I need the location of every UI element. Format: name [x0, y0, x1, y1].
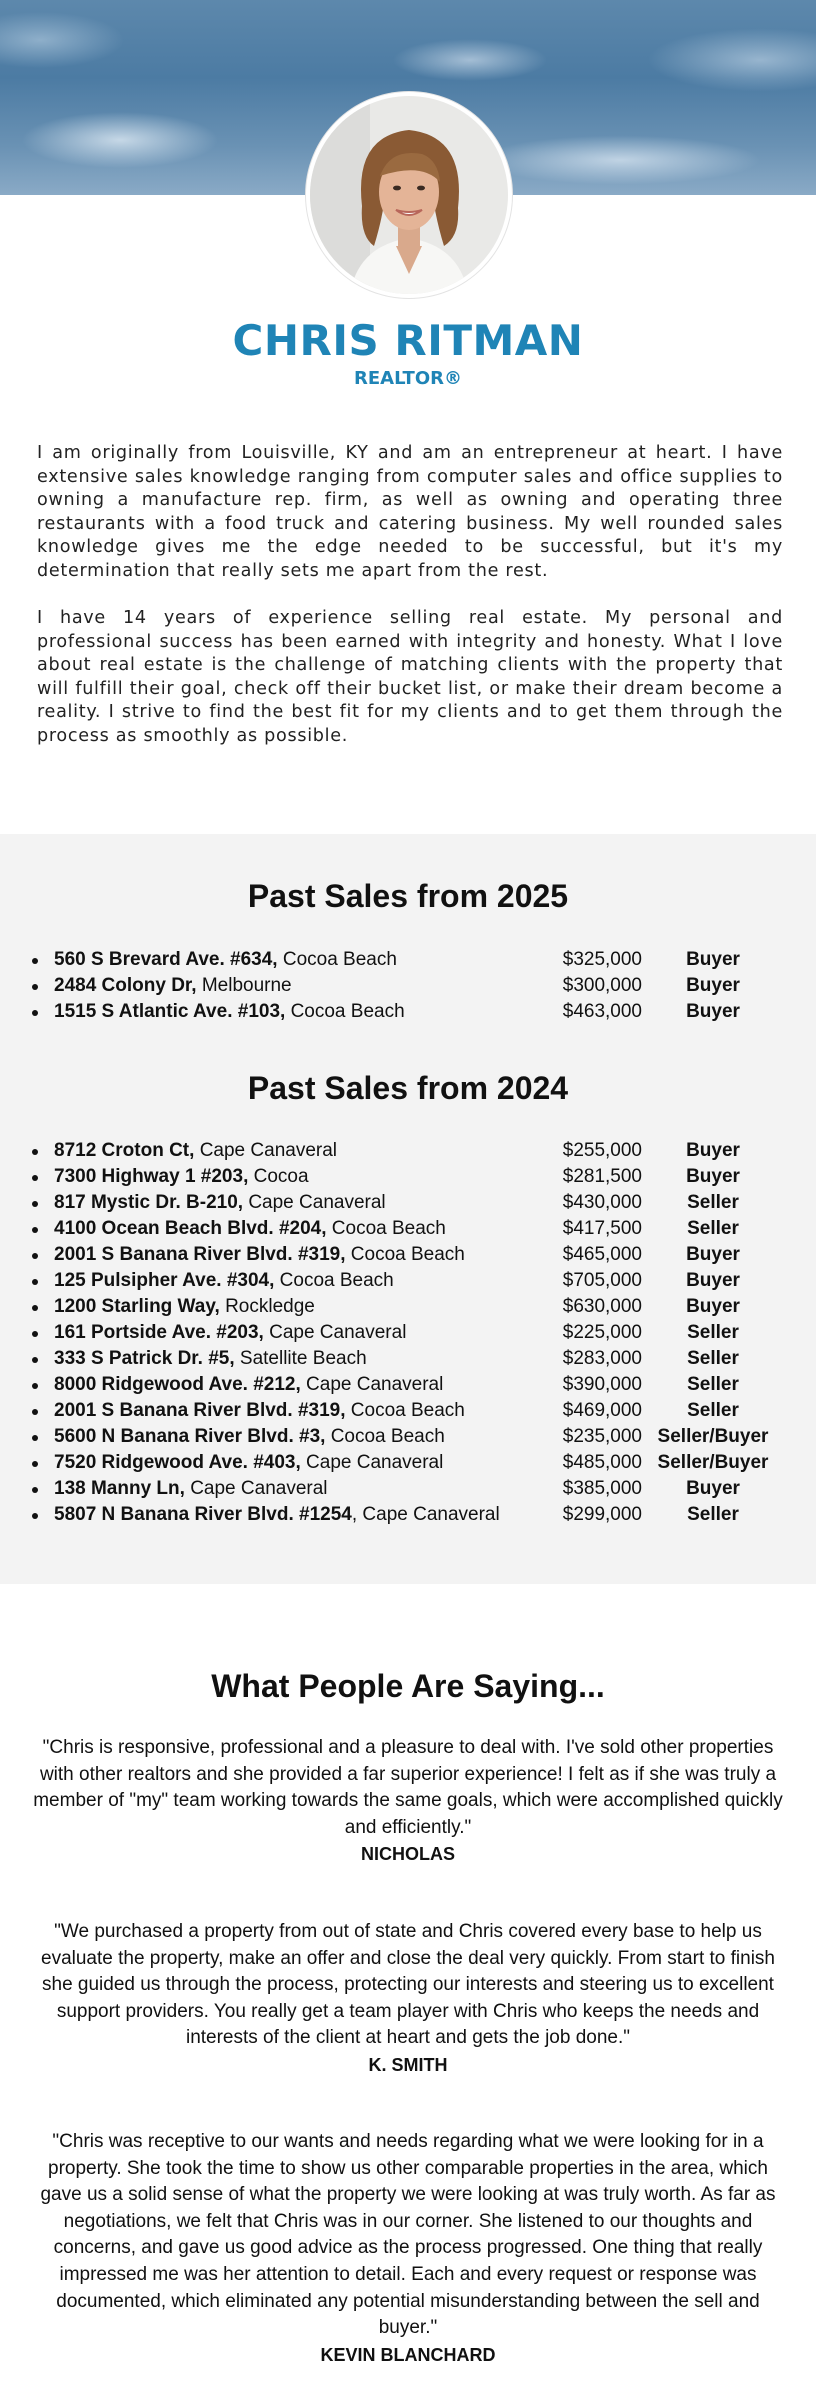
sale-item	[28, 1294, 788, 1320]
sale-item	[28, 1268, 788, 1294]
sale-address	[54, 1268, 394, 1294]
sale-street: 5807 N Banana River Blvd. #1254	[54, 1504, 352, 1525]
sale-item	[28, 1502, 788, 1528]
sales-2024-heading: Past Sales from 2024	[247, 1070, 569, 1106]
sale-role: Buyer	[686, 1166, 740, 1187]
bullet-icon	[32, 984, 38, 990]
sale-price: $463,000	[562, 1001, 642, 1022]
sale-city: Melbourne	[196, 975, 292, 996]
bullet-icon	[32, 1331, 38, 1337]
sale-price: $465,000	[562, 1244, 642, 1265]
sale-address	[54, 1502, 500, 1528]
sale-item	[28, 1138, 788, 1164]
bullet-icon	[32, 1487, 38, 1493]
sales-2025-heading: Past Sales from 2025	[247, 878, 569, 914]
sale-item	[28, 1320, 788, 1346]
testimonial-quote: "We purchased a property from out of state and Chris covered every base to help us evaluate the property, make an offer and close the deal very quickly. From start to finish she guided us through the process, protecting our interests and steering us to excellent support providers. You really get a team player with Chris who keeps the needs and interests of the client at heart and gets the job done."	[41, 1921, 775, 2049]
bullet-icon	[32, 1513, 38, 1519]
testimonial-quote: "Chris was receptive to our wants and needs regarding what we were looking for in a property. She took the time to show us other comparable properties in the area, which gave us a solid sense of what the property we were looking at was truly worth. As far as negotiations, we felt that Chris was in our corner. She listened to our thoughts and concerns, and gave us good advice as the process progressed. One thing that really impressed me was her attention to detail. Each and every request or response was documented, which eliminated any potential misunderstanding between the sell and buyer."	[40, 2131, 776, 2339]
sale-price: $235,000	[562, 1426, 642, 1447]
sale-city: Cape Canaveral	[263, 1322, 407, 1343]
bullet-icon	[32, 1305, 38, 1311]
sale-price: $283,000	[562, 1348, 642, 1369]
sale-role: Buyer	[686, 1001, 740, 1022]
agent-photo	[306, 92, 512, 298]
bio-paragraph-2: I have 14 years of experience selling real estate. My personal and professional success has been earned with integrity and honesty. What I love about real estate is the challenge of matching clients with the property that will fulfill their goal, check off their bucket list, or make their dream become a reality. I strive to find the best fit for my clients and to get them through the process as smoothly as possible.	[37, 608, 783, 746]
sale-price: $469,000	[562, 1400, 642, 1421]
sale-role: Seller	[687, 1218, 739, 1239]
bullet-icon	[32, 1279, 38, 1285]
sale-city: , Cape Canaveral	[351, 1504, 500, 1525]
sale-street: 7300 Highway 1 #203,	[54, 1166, 249, 1187]
testimonial-author: NICHOLAS	[361, 1844, 455, 1865]
sale-role: Buyer	[686, 949, 740, 970]
sale-item	[28, 947, 788, 973]
testimonial	[33, 1735, 783, 1867]
sale-role: Seller/Buyer	[657, 1452, 769, 1473]
sale-price: $417,500	[562, 1218, 642, 1239]
sale-role: Seller	[687, 1400, 739, 1421]
bullet-icon	[32, 1461, 38, 1467]
sale-role: Seller	[687, 1504, 739, 1525]
sale-city: Cocoa Beach	[345, 1244, 465, 1265]
sale-street: 125 Pulsipher Ave. #304,	[54, 1270, 275, 1291]
sale-street: 1515 S Atlantic Ave. #103,	[54, 1001, 286, 1022]
sale-item	[28, 1372, 788, 1398]
bullet-icon	[32, 958, 38, 964]
sale-item	[28, 1346, 788, 1372]
sales-2025-list	[28, 947, 788, 1025]
sale-street: 560 S Brevard Ave. #634,	[54, 949, 278, 970]
sale-address	[54, 1216, 446, 1242]
agent-title: REALTOR®	[353, 368, 463, 389]
sale-address	[54, 947, 397, 973]
sale-address	[54, 1138, 337, 1164]
sale-price: $325,000	[562, 949, 642, 970]
sale-city: Cape Canaveral	[194, 1140, 338, 1161]
sale-role: Buyer	[686, 1140, 740, 1161]
sale-item	[28, 1190, 788, 1216]
sale-price: $430,000	[562, 1192, 642, 1213]
sale-address	[54, 1476, 328, 1502]
testimonial-author: K. SMITH	[368, 2054, 448, 2075]
bio-paragraph-1: I am originally from Louisville, KY and am an entrepreneur at heart. I have extensive sales knowledge ranging from computer sales and office supplies to owning a manufacture rep. firm, as well as owning and operating three restaurants with a food truck and catering business. My well rounded sales knowledge gives me the edge needed to be successful, but it's my determination that really sets me apart from the rest.	[37, 443, 783, 581]
sale-street: 8000 Ridgewood Ave. #212,	[54, 1374, 301, 1395]
sale-city: Cocoa Beach	[277, 949, 397, 970]
sale-city: Cape Canaveral	[300, 1374, 444, 1395]
sale-address	[54, 1372, 443, 1398]
bullet-icon	[32, 1201, 38, 1207]
sale-role: Buyer	[686, 1270, 740, 1291]
sale-street: 817 Mystic Dr. B-210,	[54, 1192, 244, 1213]
sale-role: Buyer	[686, 1478, 740, 1499]
sale-city: Cocoa Beach	[345, 1400, 465, 1421]
sale-address	[54, 1450, 443, 1476]
sale-price: $630,000	[562, 1296, 642, 1317]
sale-item	[28, 1424, 788, 1450]
sale-city: Satellite Beach	[234, 1348, 367, 1369]
sale-role: Seller	[687, 1192, 739, 1213]
sale-price: $390,000	[562, 1374, 642, 1395]
sale-street: 2484 Colony Dr,	[54, 975, 197, 996]
sale-street: 8712 Croton Ct,	[54, 1140, 195, 1161]
sale-price: $385,000	[562, 1478, 642, 1499]
bullet-icon	[32, 1409, 38, 1415]
sale-item	[28, 999, 788, 1025]
sale-street: 4100 Ocean Beach Blvd. #204,	[54, 1218, 327, 1239]
testimonial-author: KEVIN BLANCHARD	[320, 2344, 496, 2365]
sale-address	[54, 1190, 386, 1216]
sale-address	[54, 999, 405, 1025]
sale-address	[54, 1242, 465, 1268]
sale-street: 7520 Ridgewood Ave. #403,	[54, 1452, 301, 1473]
sales-2024-list	[28, 1138, 788, 1528]
sale-item	[28, 1242, 788, 1268]
bullet-icon	[32, 1149, 38, 1155]
sale-city: Cocoa Beach	[285, 1001, 405, 1022]
sale-item	[28, 1450, 788, 1476]
sale-role: Buyer	[686, 1296, 740, 1317]
sale-city: Rockledge	[219, 1296, 315, 1317]
sale-street: 5600 N Banana River Blvd. #3,	[54, 1426, 326, 1447]
sale-price: $255,000	[562, 1140, 642, 1161]
sale-street: 1200 Starling Way,	[54, 1296, 220, 1317]
sale-city: Cape Canaveral	[184, 1478, 328, 1499]
sale-item	[28, 1164, 788, 1190]
sale-price: $300,000	[562, 975, 642, 996]
sale-city: Cocoa Beach	[274, 1270, 394, 1291]
sale-city: Cape Canaveral	[300, 1452, 444, 1473]
sale-role: Seller	[687, 1374, 739, 1395]
agent-name: CHRIS RITMAN	[232, 316, 584, 365]
sale-address	[54, 973, 292, 999]
bullet-icon	[32, 1175, 38, 1181]
sale-item	[28, 1216, 788, 1242]
bullet-icon	[32, 1435, 38, 1441]
sale-city: Cocoa	[248, 1166, 309, 1187]
sale-role: Buyer	[686, 975, 740, 996]
bullet-icon	[32, 1383, 38, 1389]
sale-street: 333 S Patrick Dr. #5,	[54, 1348, 235, 1369]
testimonial	[33, 2129, 783, 2368]
sale-role: Seller	[687, 1322, 739, 1343]
sale-street: 2001 S Banana River Blvd. #319,	[54, 1244, 346, 1265]
portrait-illustration	[310, 96, 508, 294]
sale-address	[54, 1346, 367, 1372]
sale-city: Cocoa Beach	[326, 1218, 446, 1239]
bullet-icon	[32, 1010, 38, 1016]
bullet-icon	[32, 1227, 38, 1233]
sale-price: $225,000	[562, 1322, 642, 1343]
sale-address	[54, 1424, 445, 1450]
sale-street: 138 Manny Ln,	[54, 1478, 185, 1499]
sale-price: $705,000	[562, 1270, 642, 1291]
sale-city: Cocoa Beach	[325, 1426, 445, 1447]
sale-item	[28, 1398, 788, 1424]
sale-address	[54, 1164, 309, 1190]
sale-address	[54, 1320, 406, 1346]
sale-role: Buyer	[686, 1244, 740, 1265]
sale-address	[54, 1398, 465, 1424]
bullet-icon	[32, 1357, 38, 1363]
sale-street: 161 Portside Ave. #203,	[54, 1322, 264, 1343]
sale-price: $299,000	[562, 1504, 642, 1525]
sale-role: Seller/Buyer	[657, 1426, 769, 1447]
sale-item	[28, 1476, 788, 1502]
sale-item	[28, 973, 788, 999]
testimonials-heading: What People Are Saying...	[211, 1668, 605, 1704]
bullet-icon	[32, 1253, 38, 1259]
sale-address	[54, 1294, 315, 1320]
sale-role: Seller	[687, 1348, 739, 1369]
testimonial-quote: "Chris is responsive, professional and a pleasure to deal with. I've sold other properties with other realtors and she provided a far superior experience! I felt as if she was truly a member of "my" team working towards the same goals, which were accomplished quickly and efficiently."	[33, 1737, 783, 1838]
sale-price: $485,000	[562, 1452, 642, 1473]
testimonial	[33, 1919, 783, 2078]
sale-price: $281,500	[562, 1166, 642, 1187]
sale-street: 2001 S Banana River Blvd. #319,	[54, 1400, 346, 1421]
sale-city: Cape Canaveral	[243, 1192, 386, 1213]
